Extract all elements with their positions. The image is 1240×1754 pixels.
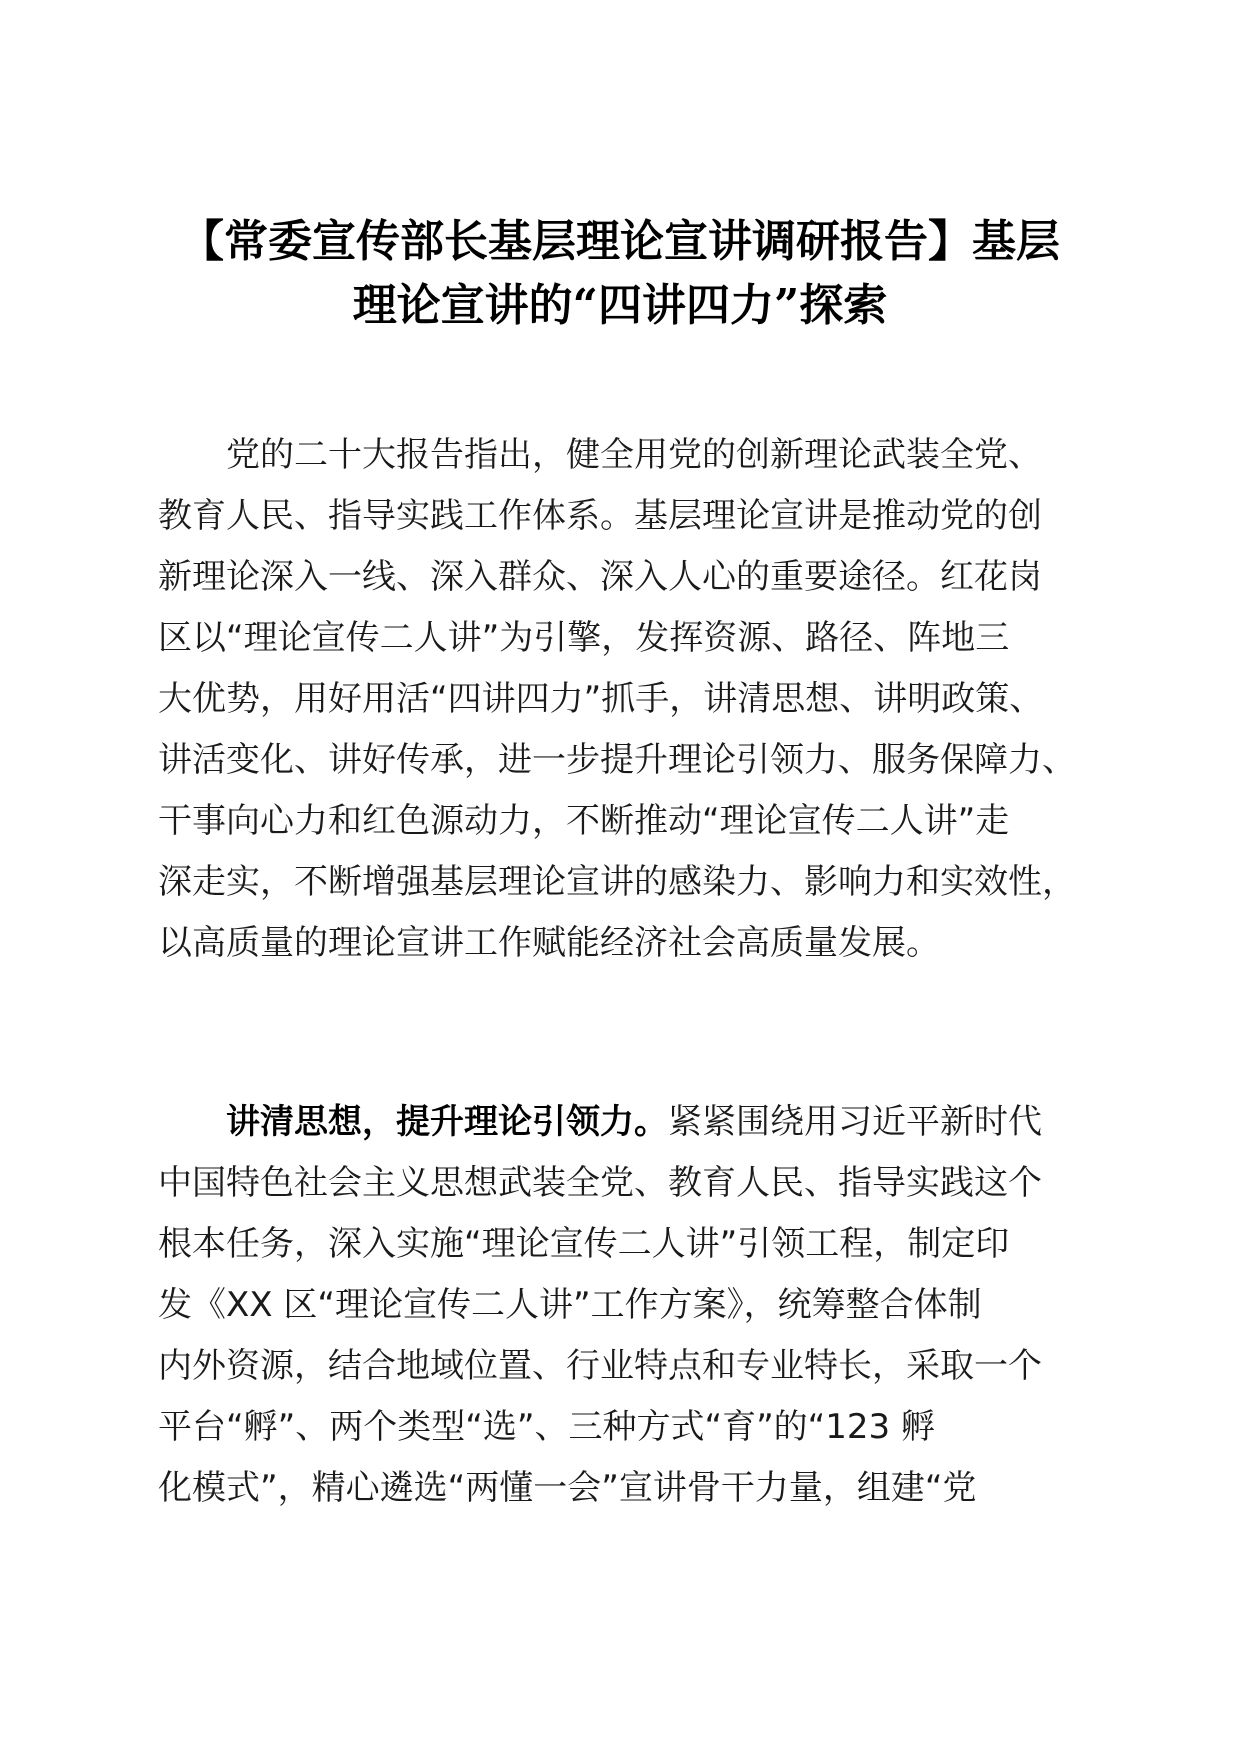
paragraph-line: 根本任务，深入实施“理论宣传二人讲”引领工程，制定印 bbox=[158, 1224, 1010, 1264]
paragraph-line: 深走实，不断增强基层理论宣讲的感染力、影响力和实效性， bbox=[158, 862, 1076, 902]
section-heading: 讲清思想，提升理论引领力。 bbox=[226, 1102, 668, 1142]
paragraph-line: 以高质量的理论宣讲工作赋能经济社会高质量发展。 bbox=[158, 923, 940, 963]
intro-paragraph bbox=[158, 425, 1098, 974]
paragraph-line: 党的二十大报告指出，健全用党的创新理论武装全党、 bbox=[226, 435, 1042, 475]
paragraph-line: 讲活变化、讲好传承，进一步提升理论引领力、服务保障力、 bbox=[158, 740, 1076, 780]
paragraph-line: 平台“孵”、两个类型“选”、三种方式“育”的“123 孵 bbox=[158, 1407, 936, 1447]
paragraph-line: 中国特色社会主义思想武装全党、教育人民、指导实践这个 bbox=[158, 1163, 1042, 1203]
paragraph-line: 发《XX 区“理论宣传二人讲”工作方案》，统筹整合体制 bbox=[158, 1285, 982, 1325]
paragraph-line: 化模式”，精心遴选“两懂一会”宣讲骨干力量，组建“党 bbox=[158, 1468, 977, 1508]
paragraph-line: 内外资源，结合地域位置、行业特点和专业特长，采取一个 bbox=[158, 1346, 1042, 1386]
title-line-2: 理论宣讲的“四讲四力”探索 bbox=[352, 280, 888, 331]
paragraph-line bbox=[158, 1092, 1098, 1153]
document-title bbox=[150, 210, 1090, 338]
paragraph-text: 紧紧围绕用习近平新时代 bbox=[668, 1102, 1042, 1142]
title-line-1: 【常委宣传部长基层理论宣讲调研报告】基层 bbox=[180, 216, 1060, 267]
paragraph-line: 教育人民、指导实践工作体系。基层理论宣讲是推动党的创 bbox=[158, 496, 1042, 536]
paragraph-line: 新理论深入一线、深入群众、深入人心的重要途径。红花岗 bbox=[158, 557, 1042, 597]
paragraph-line: 干事向心力和红色源动力，不断推动“理论宣传二人讲”走 bbox=[158, 801, 1010, 841]
section-paragraph bbox=[158, 1092, 1098, 1519]
paragraph-line: 大优势，用好用活“四讲四力”抓手，讲清思想、讲明政策、 bbox=[158, 679, 1044, 719]
paragraph-line: 区以“理论宣传二人讲”为引擎，发挥资源、路径、阵地三 bbox=[158, 618, 1010, 658]
